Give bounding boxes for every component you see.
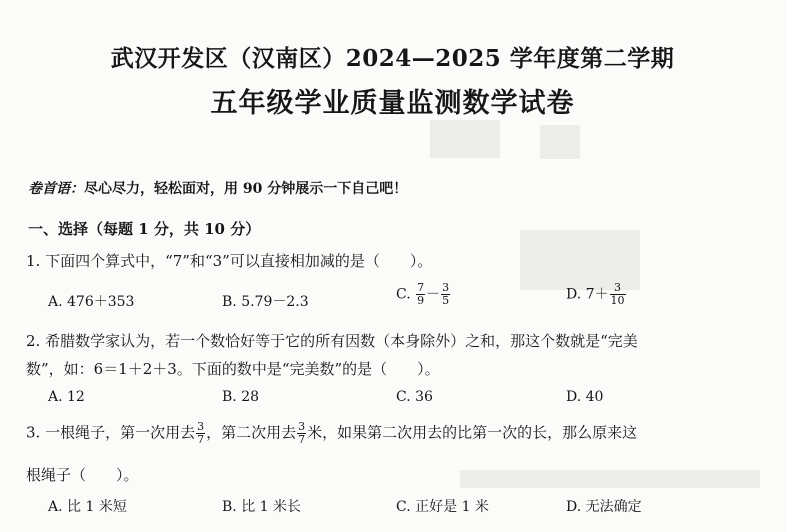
bleed-through-mark bbox=[430, 120, 500, 158]
fraction-numerator: 3 bbox=[197, 420, 205, 433]
option-c-label: C. bbox=[396, 286, 411, 303]
fraction-numerator: 3 bbox=[298, 420, 306, 433]
question-2-line1: 2. 希腊数学家认为，若一个数恰好等于它的所有因数（本身除外）之和，那这个数就是“完美 bbox=[26, 332, 638, 350]
fraction bbox=[297, 421, 306, 446]
bleed-through-mark bbox=[540, 125, 580, 159]
question-1-option-a: A. 476＋353 bbox=[48, 294, 135, 310]
question-2-option-d: D. 40 bbox=[566, 389, 604, 405]
fraction-denominator: 9 bbox=[417, 294, 425, 307]
minus-sign: － bbox=[426, 286, 441, 303]
fraction-numerator: 3 bbox=[442, 281, 450, 294]
fraction-denominator: 10 bbox=[610, 294, 625, 307]
question-3-line1 bbox=[26, 421, 637, 446]
question-3-option-a: A. 比 1 米短 bbox=[48, 499, 127, 515]
question-3-line2: 根绳子（ ）。 bbox=[26, 466, 139, 484]
question-3-option-c: C. 正好是 1 米 bbox=[396, 499, 489, 515]
question-2-option-b: B. 28 bbox=[222, 389, 260, 405]
fraction bbox=[610, 282, 626, 307]
exam-title-line1: 武汉开发区（汉南区）2024—2025 学年度第二学期 bbox=[110, 45, 675, 72]
question-3-option-d: D. 无法确定 bbox=[566, 499, 642, 515]
preface-lead: 卷首语： bbox=[28, 181, 84, 197]
fraction bbox=[416, 282, 425, 307]
question-3-option-b: B. 比 1 米长 bbox=[222, 499, 301, 515]
question-2-option-c: C. 36 bbox=[396, 389, 433, 405]
fraction-denominator: 7 bbox=[197, 433, 205, 446]
question-1-text: 1. 下面四个算式中，“7”和“3”可以直接相加减的是（ ）。 bbox=[26, 252, 433, 270]
question-1-option-c bbox=[396, 282, 451, 307]
question-3-text-part2: ，第二次用去 bbox=[206, 423, 297, 442]
exam-preface bbox=[28, 178, 407, 198]
bleed-through-mark bbox=[520, 230, 640, 290]
question-1-option-d bbox=[566, 282, 627, 307]
question-3-text-part1: 3. 一根绳子，第一次用去 bbox=[26, 423, 196, 442]
fraction-denominator: 7 bbox=[298, 433, 306, 446]
question-2-option-a: A. 12 bbox=[48, 389, 85, 405]
section-title: 一、选择（每题 1 分，共 10 分） bbox=[28, 220, 261, 238]
bleed-through-mark bbox=[460, 470, 760, 488]
question-3-text-part3: 米，如果第二次用去的比第一次的长，那么原来这 bbox=[307, 423, 638, 442]
fraction-numerator: 7 bbox=[417, 281, 425, 294]
question-1-option-b: B. 5.79－2.3 bbox=[222, 294, 309, 310]
option-d-label: D. 7＋ bbox=[566, 286, 609, 303]
question-2-line2: 数”，如：6＝1＋2＋3。下面的数中是“完美数”的是（ ）。 bbox=[26, 360, 440, 378]
fraction-denominator: 5 bbox=[442, 294, 450, 307]
fraction-numerator: 3 bbox=[614, 281, 622, 294]
exam-title-line2: 五年级学业质量监测数学试卷 bbox=[210, 88, 575, 119]
fraction bbox=[441, 282, 450, 307]
preface-text: 尽心尽力，轻松面对，用 90 分钟展示一下自己吧！ bbox=[84, 181, 408, 197]
fraction bbox=[196, 421, 205, 446]
